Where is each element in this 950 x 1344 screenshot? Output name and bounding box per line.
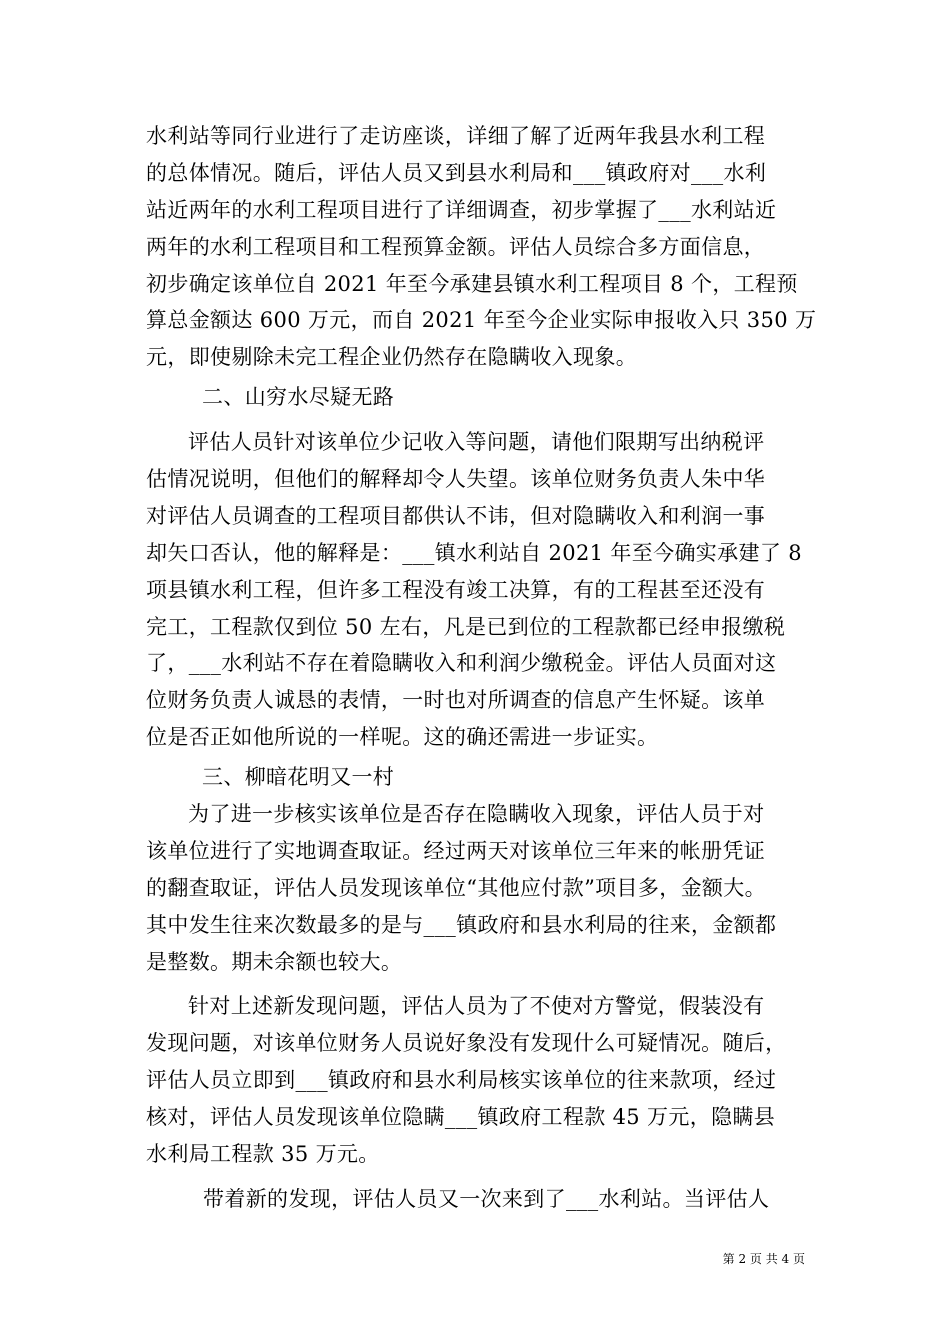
section-heading: 二、山穷水尽疑无路 [202, 385, 395, 410]
text-line: 算总金额达 600 万元，而自 2021 年至今企业实际申报收入只 350 万 [146, 308, 817, 333]
page-number: 第 2 页 共 4 页 [722, 1252, 805, 1266]
text-line: 为了进一步核实该单位是否存在隐瞒收入现象，评估人员于对 [188, 802, 765, 827]
text-line: 的翻查取证，评估人员发现该单位“其他应付款”项目多，金额大。 [146, 875, 766, 900]
text-line: 针对上述新发现问题，评估人员为了不使对方警觉，假装没有 [188, 994, 765, 1019]
text-line: 站近两年的水利工程项目进行了详细调查，初步掌握了___水利站近 [146, 197, 777, 222]
text-line: 水利站等同行业进行了走访座谈，详细了解了近两年我县水利工程 [146, 124, 766, 148]
text-line: 了，___水利站不存在着隐瞒收入和利润少缴税金。评估人员面对这 [146, 651, 777, 676]
text-line: 的总体情况。随后，评估人员又到县水利局和___镇政府对___水利 [146, 160, 767, 185]
text-line: 位是否正如他所说的一样呢。这的确还需进一步证实。 [146, 725, 659, 750]
section-heading: 三、柳暗花明又一村 [202, 765, 395, 790]
document-body [146, 118, 826, 1218]
text-line: 发现问题，对该单位财务人员说好象没有发现什么可疑情况。随后， [146, 1031, 787, 1056]
text-line: 完工，工程款仅到位 50 左右，凡是已到位的工程款都已经申报缴税 [146, 614, 786, 639]
text-line: 位财务负责人诚恳的表情，一时也对所调查的信息产生怀疑。该单 [146, 688, 766, 713]
text-line: 带着新的发现，评估人员又一次来到了___水利站。当评估人 [203, 1186, 770, 1211]
text-line: 项县镇水利工程，但许多工程没有竣工决算，有的工程甚至还没有 [146, 577, 766, 602]
text-line: 是整数。期未余额也较大。 [146, 949, 403, 974]
text-line: 对评估人员调查的工程项目都供认不讳，但对隐瞒收入和利润一事 [146, 503, 766, 528]
text-line: 却矢口否认，他的解释是：___镇水利站自 2021 年至今确实承建了 8 [146, 540, 802, 565]
text-line: 估情况说明，但他们的解释却令人失望。该单位财务负责人朱中华 [146, 467, 766, 492]
text-line: 评估人员针对该单位少记收入等问题，请他们限期写出纳税评 [188, 430, 765, 455]
text-line: 该单位进行了实地调查取证。经过两天对该单位三年来的帐册凭证 [146, 838, 766, 863]
text-line: 水利局工程款 35 万元。 [146, 1142, 380, 1167]
text-line: 初步确定该单位自 2021 年至今承建县镇水利工程项目 8 个，工程预 [146, 271, 798, 296]
text-line: 其中发生往来次数最多的是与___镇政府和县水利局的往来，金额都 [146, 912, 777, 937]
text-line: 评估人员立即到___镇政府和县水利局核实该单位的往来款项，经过 [146, 1068, 777, 1093]
text-line: 元，即使剔除未完工程企业仍然存在隐瞒收入现象。 [146, 345, 638, 370]
text-line: 两年的水利工程项目和工程预算金额。评估人员综合多方面信息， [146, 234, 766, 259]
text-line: 核对，评估人员发现该单位隐瞒___镇政府工程款 45 万元，隐瞒县 [146, 1105, 776, 1130]
